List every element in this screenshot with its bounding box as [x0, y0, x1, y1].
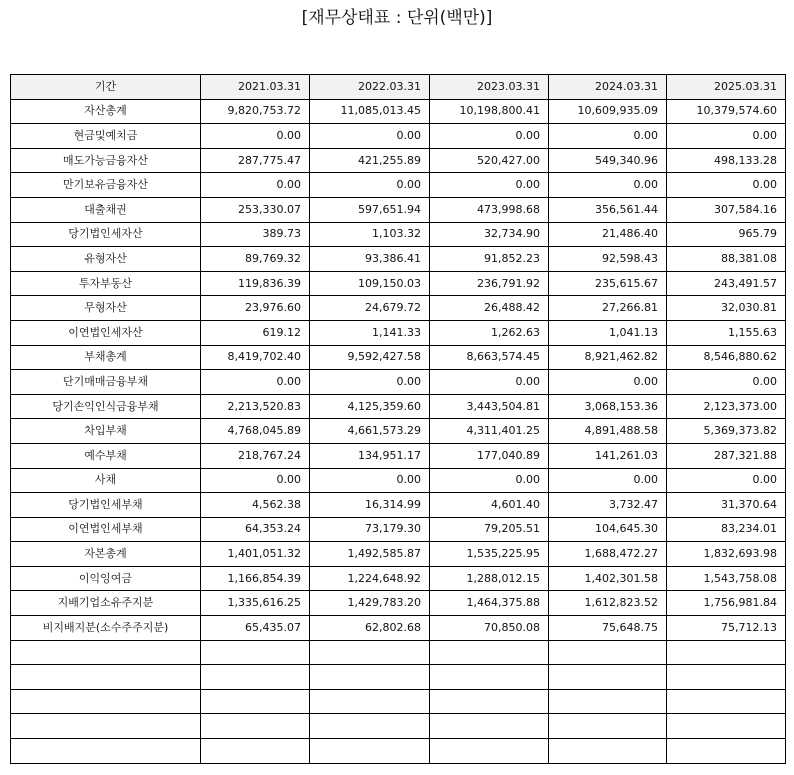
value-cell: 1,612,823.52	[549, 591, 667, 616]
empty-cell	[667, 665, 786, 690]
value-cell: 1,402,301.58	[549, 566, 667, 591]
value-cell: 0.00	[549, 370, 667, 395]
table-row	[11, 124, 786, 149]
table-body	[11, 99, 786, 763]
value-cell: 83,234.01	[667, 517, 786, 542]
value-cell: 24,679.72	[310, 296, 430, 321]
value-cell: 4,562.38	[201, 493, 310, 518]
value-cell: 1,688,472.27	[549, 542, 667, 567]
value-cell: 1,464,375.88	[430, 591, 549, 616]
value-cell: 10,379,574.60	[667, 99, 786, 124]
empty-cell	[549, 714, 667, 739]
value-cell: 0.00	[201, 370, 310, 395]
row-label-cell: 이연법인세부채	[11, 517, 201, 542]
value-cell: 0.00	[310, 124, 430, 149]
value-cell: 75,712.13	[667, 616, 786, 641]
value-cell: 31,370.64	[667, 493, 786, 518]
value-cell: 9,820,753.72	[201, 99, 310, 124]
table-row	[11, 493, 786, 518]
row-label-cell: 예수부채	[11, 443, 201, 468]
empty-cell	[11, 714, 201, 739]
table-header-row	[11, 75, 786, 100]
row-label-cell: 투자부동산	[11, 271, 201, 296]
value-cell: 64,353.24	[201, 517, 310, 542]
value-cell: 1,166,854.39	[201, 566, 310, 591]
value-cell: 0.00	[430, 124, 549, 149]
value-cell: 2,123,373.00	[667, 394, 786, 419]
header-cell-year: 2023.03.31	[430, 75, 549, 100]
value-cell: 235,615.67	[549, 271, 667, 296]
empty-cell	[201, 689, 310, 714]
value-cell: 26,488.42	[430, 296, 549, 321]
empty-cell	[201, 739, 310, 764]
table-row	[11, 173, 786, 198]
empty-cell	[11, 665, 201, 690]
value-cell: 0.00	[201, 468, 310, 493]
row-label-cell: 자산총계	[11, 99, 201, 124]
empty-cell	[310, 739, 430, 764]
row-label-cell: 단기매매금융부채	[11, 370, 201, 395]
value-cell: 104,645.30	[549, 517, 667, 542]
value-cell: 0.00	[310, 468, 430, 493]
value-cell: 4,661,573.29	[310, 419, 430, 444]
table-row	[11, 247, 786, 272]
empty-cell	[11, 640, 201, 665]
table-row	[11, 222, 786, 247]
value-cell: 218,767.24	[201, 443, 310, 468]
empty-cell	[201, 665, 310, 690]
value-cell: 91,852.23	[430, 247, 549, 272]
value-cell: 5,369,373.82	[667, 419, 786, 444]
header-cell-year: 2022.03.31	[310, 75, 430, 100]
value-cell: 8,663,574.45	[430, 345, 549, 370]
value-cell: 1,288,012.15	[430, 566, 549, 591]
empty-cell	[667, 689, 786, 714]
empty-cell	[549, 739, 667, 764]
value-cell: 92,598.43	[549, 247, 667, 272]
value-cell: 2,213,520.83	[201, 394, 310, 419]
row-label-cell: 매도가능금융자산	[11, 148, 201, 173]
row-label-cell: 비지배지분(소수주주지분)	[11, 616, 201, 641]
empty-cell	[310, 714, 430, 739]
value-cell: 3,732.47	[549, 493, 667, 518]
value-cell: 498,133.28	[667, 148, 786, 173]
value-cell: 1,535,225.95	[430, 542, 549, 567]
value-cell: 1,141.33	[310, 320, 430, 345]
empty-row	[11, 665, 786, 690]
empty-cell	[549, 665, 667, 690]
row-label-cell: 현금및예치금	[11, 124, 201, 149]
value-cell: 0.00	[667, 370, 786, 395]
empty-cell	[667, 714, 786, 739]
value-cell: 1,492,585.87	[310, 542, 430, 567]
empty-cell	[549, 640, 667, 665]
value-cell: 1,041.13	[549, 320, 667, 345]
value-cell: 8,419,702.40	[201, 345, 310, 370]
row-label-cell: 부채총계	[11, 345, 201, 370]
row-label-cell: 이익잉여금	[11, 566, 201, 591]
value-cell: 473,998.68	[430, 197, 549, 222]
balance-sheet-table	[10, 74, 786, 764]
value-cell: 88,381.08	[667, 247, 786, 272]
value-cell: 965.79	[667, 222, 786, 247]
value-cell: 141,261.03	[549, 443, 667, 468]
value-cell: 23,976.60	[201, 296, 310, 321]
value-cell: 597,651.94	[310, 197, 430, 222]
empty-cell	[430, 665, 549, 690]
value-cell: 4,311,401.25	[430, 419, 549, 444]
value-cell: 0.00	[667, 468, 786, 493]
value-cell: 4,768,045.89	[201, 419, 310, 444]
value-cell: 1,543,758.08	[667, 566, 786, 591]
value-cell: 389.73	[201, 222, 310, 247]
row-label-cell: 당기법인세부채	[11, 493, 201, 518]
table-row	[11, 443, 786, 468]
value-cell: 0.00	[667, 124, 786, 149]
row-label-cell: 유형자산	[11, 247, 201, 272]
table-row	[11, 99, 786, 124]
value-cell: 134,951.17	[310, 443, 430, 468]
value-cell: 3,068,153.36	[549, 394, 667, 419]
value-cell: 1,401,051.32	[201, 542, 310, 567]
value-cell: 177,040.89	[430, 443, 549, 468]
table-row	[11, 394, 786, 419]
value-cell: 3,443,504.81	[430, 394, 549, 419]
value-cell: 93,386.41	[310, 247, 430, 272]
value-cell: 79,205.51	[430, 517, 549, 542]
value-cell: 0.00	[430, 468, 549, 493]
empty-row	[11, 640, 786, 665]
table-row	[11, 320, 786, 345]
row-label-cell: 이연법인세자산	[11, 320, 201, 345]
row-label-cell: 자본총계	[11, 542, 201, 567]
value-cell: 1,155.63	[667, 320, 786, 345]
value-cell: 10,609,935.09	[549, 99, 667, 124]
header-cell-year: 2021.03.31	[201, 75, 310, 100]
empty-row	[11, 714, 786, 739]
row-label-cell: 만기보유금융자산	[11, 173, 201, 198]
row-label-cell: 대출채권	[11, 197, 201, 222]
value-cell: 1,103.32	[310, 222, 430, 247]
table-row	[11, 148, 786, 173]
table-row	[11, 419, 786, 444]
value-cell: 10,198,800.41	[430, 99, 549, 124]
value-cell: 11,085,013.45	[310, 99, 430, 124]
value-cell: 21,486.40	[549, 222, 667, 247]
value-cell: 1,756,981.84	[667, 591, 786, 616]
empty-cell	[430, 714, 549, 739]
value-cell: 0.00	[430, 173, 549, 198]
empty-cell	[11, 689, 201, 714]
value-cell: 1,262.63	[430, 320, 549, 345]
value-cell: 109,150.03	[310, 271, 430, 296]
value-cell: 421,255.89	[310, 148, 430, 173]
page-title: [재무상태표 : 단위(백만)]	[301, 8, 493, 28]
value-cell: 1,224,648.92	[310, 566, 430, 591]
table-row	[11, 517, 786, 542]
value-cell: 75,648.75	[549, 616, 667, 641]
header-cell-year: 2025.03.31	[667, 75, 786, 100]
value-cell: 307,584.16	[667, 197, 786, 222]
value-cell: 0.00	[549, 173, 667, 198]
value-cell: 619.12	[201, 320, 310, 345]
value-cell: 0.00	[667, 173, 786, 198]
empty-cell	[310, 665, 430, 690]
empty-cell	[11, 739, 201, 764]
row-label-cell: 차입부채	[11, 419, 201, 444]
value-cell: 0.00	[430, 370, 549, 395]
table-row	[11, 197, 786, 222]
value-cell: 549,340.96	[549, 148, 667, 173]
value-cell: 32,030.81	[667, 296, 786, 321]
table-row	[11, 271, 786, 296]
value-cell: 4,125,359.60	[310, 394, 430, 419]
value-cell: 1,832,693.98	[667, 542, 786, 567]
row-label-cell: 지배기업소유주지분	[11, 591, 201, 616]
value-cell: 1,429,783.20	[310, 591, 430, 616]
empty-cell	[667, 739, 786, 764]
empty-row	[11, 739, 786, 764]
empty-cell	[310, 689, 430, 714]
empty-row	[11, 689, 786, 714]
value-cell: 253,330.07	[201, 197, 310, 222]
value-cell: 27,266.81	[549, 296, 667, 321]
value-cell: 4,891,488.58	[549, 419, 667, 444]
table-row	[11, 542, 786, 567]
value-cell: 8,546,880.62	[667, 345, 786, 370]
value-cell: 243,491.57	[667, 271, 786, 296]
value-cell: 16,314.99	[310, 493, 430, 518]
empty-cell	[430, 689, 549, 714]
value-cell: 73,179.30	[310, 517, 430, 542]
value-cell: 356,561.44	[549, 197, 667, 222]
empty-cell	[430, 739, 549, 764]
row-label-cell: 사채	[11, 468, 201, 493]
empty-cell	[201, 714, 310, 739]
value-cell: 0.00	[310, 370, 430, 395]
value-cell: 1,335,616.25	[201, 591, 310, 616]
value-cell: 0.00	[201, 173, 310, 198]
empty-cell	[667, 640, 786, 665]
table-row	[11, 468, 786, 493]
value-cell: 287,775.47	[201, 148, 310, 173]
table-row	[11, 616, 786, 641]
table-row	[11, 296, 786, 321]
table-row	[11, 566, 786, 591]
value-cell: 0.00	[549, 468, 667, 493]
table-row	[11, 591, 786, 616]
row-label-cell: 당기법인세자산	[11, 222, 201, 247]
value-cell: 70,850.08	[430, 616, 549, 641]
table-row	[11, 370, 786, 395]
value-cell: 62,802.68	[310, 616, 430, 641]
row-label-cell: 당기손익인식금융부채	[11, 394, 201, 419]
value-cell: 89,769.32	[201, 247, 310, 272]
value-cell: 287,321.88	[667, 443, 786, 468]
empty-cell	[201, 640, 310, 665]
empty-cell	[310, 640, 430, 665]
empty-cell	[549, 689, 667, 714]
value-cell: 9,592,427.58	[310, 345, 430, 370]
value-cell: 520,427.00	[430, 148, 549, 173]
value-cell: 236,791.92	[430, 271, 549, 296]
value-cell: 0.00	[549, 124, 667, 149]
value-cell: 119,836.39	[201, 271, 310, 296]
empty-cell	[430, 640, 549, 665]
header-cell-period: 기간	[11, 75, 201, 100]
value-cell: 4,601.40	[430, 493, 549, 518]
table-row	[11, 345, 786, 370]
row-label-cell: 무형자산	[11, 296, 201, 321]
value-cell: 65,435.07	[201, 616, 310, 641]
value-cell: 8,921,462.82	[549, 345, 667, 370]
value-cell: 32,734.90	[430, 222, 549, 247]
value-cell: 0.00	[310, 173, 430, 198]
value-cell: 0.00	[201, 124, 310, 149]
header-cell-year: 2024.03.31	[549, 75, 667, 100]
